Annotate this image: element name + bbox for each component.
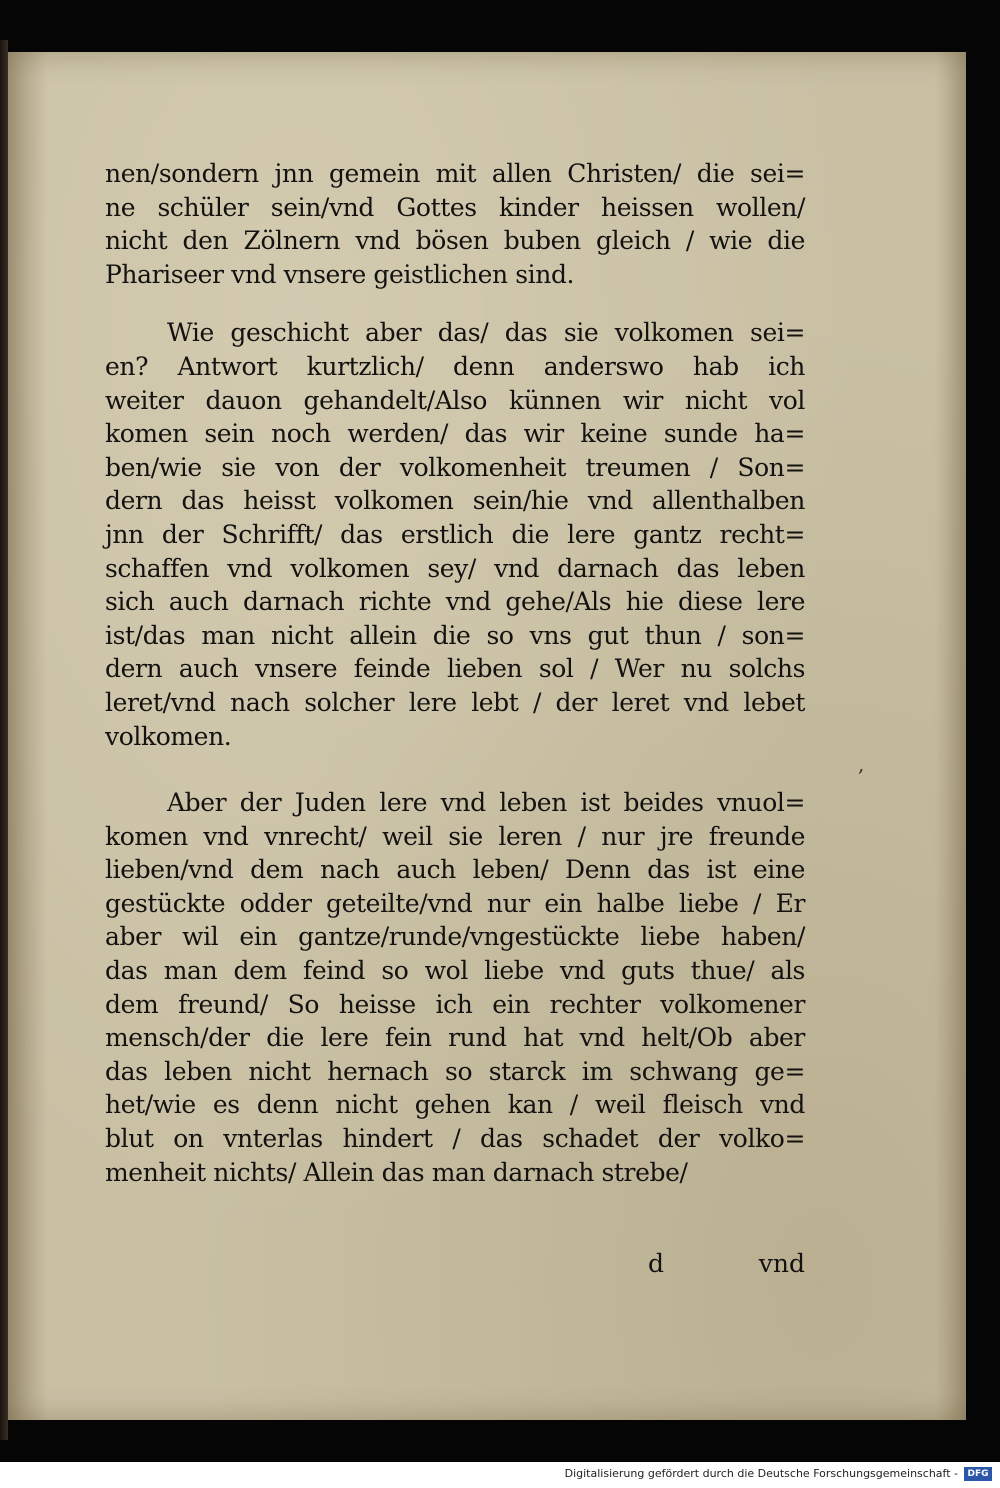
book-page [8,52,966,1420]
text-line: das man dem feind so wol liebe vnd guts thue/ als [105,956,805,986]
text-line: ist/das man nicht allein die so vns gut thun / son= [105,620,805,650]
text-line: ne schüler sein/vnd Gottes kinder heissen wollen/ [105,192,805,222]
page-foot [105,1249,805,1283]
book-spine-edge [0,40,8,1440]
text-line: lieben/vnd dem nach auch leben/ Denn das ist eine [105,855,805,885]
text-line: en? Antwort kurtzlich/ denn anderswo hab ich [105,351,805,381]
text-line: dem freund/ So heisse ich ein rechter volkomener [105,989,805,1019]
text-line: aber wil ein gantze/runde/vngestückte liebe haben/ [105,922,805,952]
text-line: volkomen. [105,721,232,751]
text-line: nicht den Zölnern vnd bösen buben gleich / wie die [105,226,805,256]
text-line: mensch/der die lere fein rund hat vnd helt/Ob aber [105,1023,805,1053]
text-line: komen sein noch werden/ das wir keine sunde ha= [105,419,805,449]
text-line: sich auch darnach richte vnd gehe/Als hie diese lere [105,587,805,617]
footer-bar [0,1462,1000,1488]
catchword: vnd [758,1249,805,1278]
paragraph-2 [105,316,805,753]
text-line: dern auch vnsere feinde lieben sol / Wer nu solchs [105,654,805,684]
text-line: Wie geschicht aber das/ das sie volkomen sei= [167,318,805,348]
text-line: menheit nichts/ Allein das man darnach strebe/ [105,1157,688,1187]
text-line: das leben nicht hernach so starck im schwang ge= [105,1056,805,1086]
text-line: schaffen vnd volkomen sey/ vnd darnach das leben [105,553,805,583]
dfg-logo-icon: DFG [964,1467,992,1481]
text-line: nen/sondern jnn gemein mit allen Christen/ die sei= [105,159,805,188]
text-line: weiter dauon gehandelt/Also künnen wir nicht vol [105,385,805,415]
paragraph-3 [105,786,805,1189]
body-text [105,157,805,1189]
text-line: gestückte odder geteilte/vnd nur ein halbe liebe / Er [105,888,805,918]
text-line: komen vnd vnrecht/ weil sie leren / nur jre freunde [105,821,805,851]
text-line: leret/vnd nach solcher lere lebt / der leret vnd lebet [105,687,805,717]
text-line: blut on vnterlas hindert / das schadet der volko= [105,1124,805,1154]
text-line: het/wie es denn nicht gehen kan / weil fleisch vnd [105,1090,805,1120]
text-line: jnn der Schrifft/ das erstlich die lere gantz recht= [105,519,805,549]
text-line: dern das heisst volkomen sein/hie vnd allenthalben [105,486,805,516]
margin-mark: , [858,752,865,776]
text-line: Phariseer vnd vnsere geistlichen sind. [105,259,575,289]
paragraph-1 [105,157,805,291]
text-line: ben/wie sie von der volkomenheit treumen / Son= [105,452,805,482]
footer-credit: Digitalisierung gefördert durch die Deutsche Forschungsgemeinschaft - [564,1467,958,1480]
signature-mark: d [648,1249,665,1278]
text-line: Aber der Juden lere vnd leben ist beides vnuol= [167,788,805,818]
